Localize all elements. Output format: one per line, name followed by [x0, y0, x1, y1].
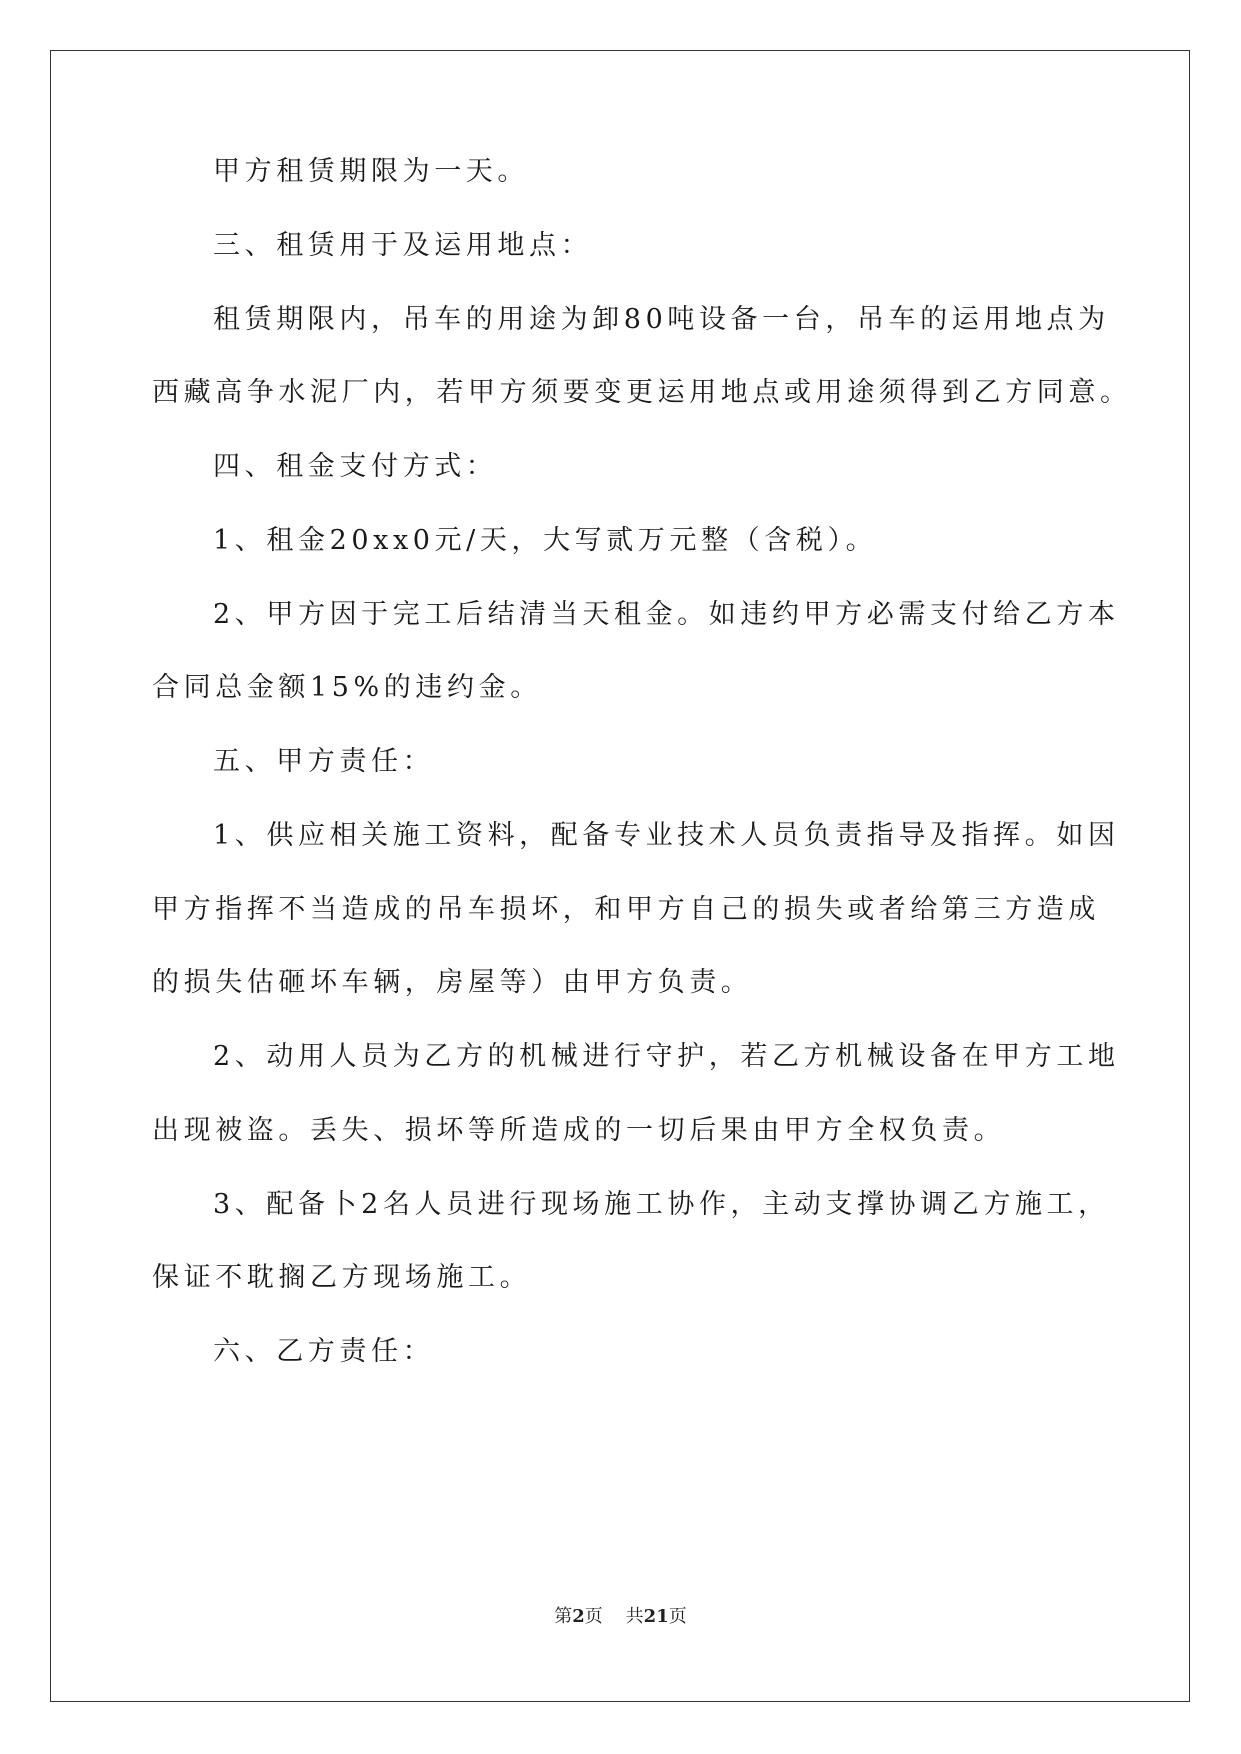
paragraph-line: 合同总金额15%的违约金。 — [152, 672, 542, 703]
paragraph-line: 西藏高争水泥厂内，若甲方须要变更运用地点或用途须得到乙方同意。 — [152, 377, 1132, 408]
footer-prefix: 第 — [554, 1606, 573, 1627]
paragraph-line: 租赁期限内，吊车的用途为卸80吨设备一台，吊车的运用地点为 — [213, 304, 1110, 335]
page-border — [50, 50, 1190, 1702]
paragraph-line: 出现被盗。丢失、损坏等所造成的一切后果由甲方全权负责。 — [152, 1115, 1006, 1146]
paragraph-line: 1、供应相关施工资料，配备专业技术人员负责指导及指挥。如因 — [213, 820, 1120, 851]
paragraph-line: 甲方指挥不当造成的吊车损坏，和甲方自己的损失或者给第三方造成 — [152, 894, 1100, 925]
footer-suffix: 页 — [668, 1606, 687, 1627]
paragraph-line: 3、配备卜2名人员进行现场施工协作，主动支撑协调乙方施工， — [213, 1189, 1110, 1220]
paragraph-line: 2、甲方因于完工后结清当天租金。如违约甲方必需支付给乙方本 — [213, 599, 1120, 630]
paragraph-line: 保证不耽搁乙方现场施工。 — [152, 1262, 532, 1293]
section-heading: 六、乙方责任： — [213, 1336, 435, 1367]
paragraph-line: 2、动用人员为乙方的机械进行守护，若乙方机械设备在甲方工地 — [213, 1041, 1120, 1072]
page-footer — [0, 1605, 1241, 1629]
paragraph-line: 1、租金20xx0元/天，大写贰万元整（含税）。 — [213, 525, 878, 556]
total-pages-number: 21 — [643, 1606, 669, 1627]
section-heading: 五、甲方责任： — [213, 746, 435, 777]
section-heading: 三、租赁用于及运用地点： — [213, 230, 593, 261]
footer-mid: 页 共 — [584, 1606, 644, 1627]
paragraph-line: 的损失估砸坏车辆，房屋等）由甲方负责。 — [152, 967, 753, 998]
current-page-number: 2 — [572, 1606, 585, 1627]
section-heading: 四、租金支付方式： — [213, 451, 498, 482]
paragraph-line: 甲方租赁期限为一天。 — [213, 156, 529, 187]
